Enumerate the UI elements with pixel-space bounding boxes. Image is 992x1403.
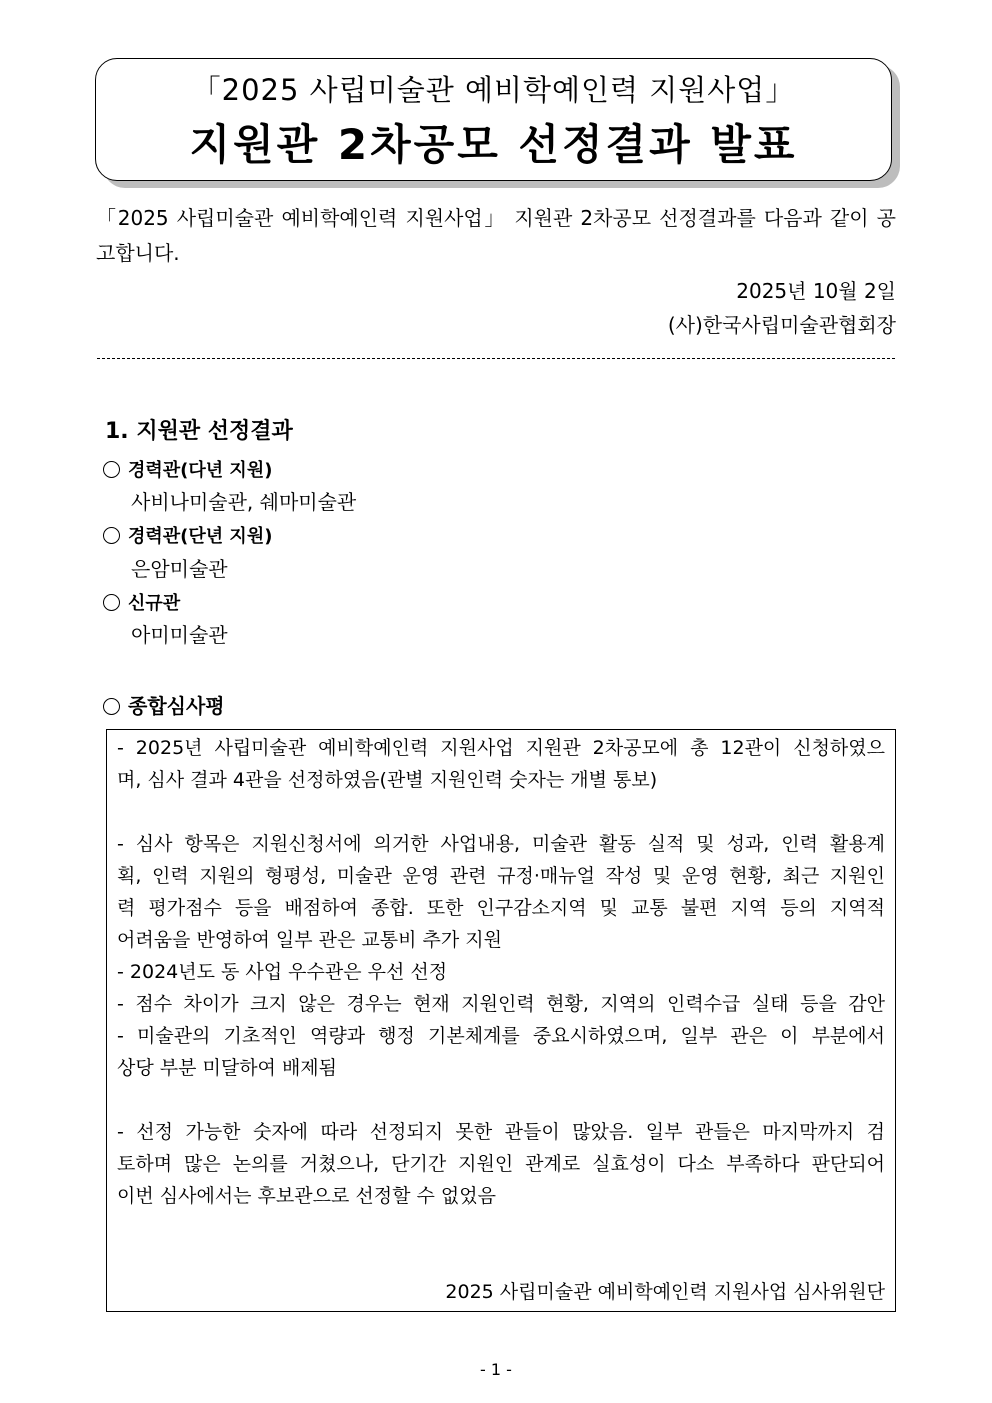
group-label [103, 589, 180, 615]
page-title: 지원관 2차공모 선정결과 발표 [189, 120, 798, 169]
divider [97, 358, 895, 359]
review-heading [103, 690, 225, 719]
section-heading: 1. 지원관 선정결과 [105, 419, 293, 444]
intro-line: 고합니다. [96, 241, 180, 265]
circle-bullet-icon [103, 461, 120, 478]
review-line: 며, 심사 결과 4관을 선정하였음(관별 지원인력 숫자는 개별 통보) [117, 769, 658, 791]
review-line: - 선정 가능한 숫자에 따라 선정되지 못한 관들이 많았음. 일부 관들은 마지막까지 검 [117, 1121, 885, 1143]
group-value: 사비나미술관, 쉐마미술관 [131, 490, 357, 514]
review-line: 획, 인력 지원의 형평성, 미술관 운영 관련 규정·매뉴얼 작성 및 운영 현황, 최근 지원인 [117, 865, 885, 887]
group-value: 아미미술관 [131, 623, 228, 647]
group-label [103, 456, 272, 482]
review-line: - 2024년도 동 사업 우수관은 우선 선정 [117, 961, 448, 983]
review-line: - 2025년 사립미술관 예비학예인력 지원사업 지원관 2차공모에 총 12관이 신청하였으 [117, 737, 885, 759]
review-line: 어려움을 반영하여 일부 관은 교통비 추가 지원 [117, 929, 502, 951]
intro-paragraph [96, 201, 896, 271]
review-line: 력 평가점수 등을 배점하여 종합. 또한 인구감소지역 및 교통 불편 지역 등의 지역적 [117, 897, 885, 919]
group-label-text: 신규관 [128, 593, 181, 614]
review-line: - 심사 항목은 지원신청서에 의거한 사업내용, 미술관 활동 실적 및 성과, 인력 활용계 [117, 833, 885, 855]
group-value: 은암미술관 [131, 557, 228, 581]
review-line: 토하며 많은 논의를 거쳤으나, 단기간 지원인 관계로 실효성이 다소 부족하다 판단되어 [117, 1153, 885, 1175]
review-heading-text: 종합심사평 [128, 694, 225, 718]
issuer: (사)한국사립미술관협회장 [667, 313, 896, 337]
review-line: - 미술관의 기초적인 역량과 행정 기본체계를 중요시하였으며, 일부 관은 이 부분에서 [117, 1025, 885, 1047]
page-number: - 1 - [480, 1360, 512, 1379]
group-label [103, 522, 272, 548]
group-label-text: 경력관(단년 지원) [128, 526, 273, 547]
circle-bullet-icon [103, 594, 120, 611]
review-signature: 2025 사립미술관 예비학예인력 지원사업 심사위원단 [445, 1281, 885, 1303]
announcement-date: 2025년 10월 2일 [736, 279, 896, 303]
title-subtitle: 「2025 사립미술관 예비학예인력 지원사업」 [191, 73, 796, 107]
group-label-text: 경력관(다년 지원) [128, 460, 273, 481]
intro-line: 「2025 사립미술관 예비학예인력 지원사업」 지원관 2차공모 선정결과를 다음과 같이 공 [96, 206, 896, 230]
circle-bullet-icon [103, 527, 120, 544]
review-line: - 점수 차이가 크지 않은 경우는 현재 지원인력 현황, 지역의 인력수급 실태 등을 감안 [117, 993, 885, 1015]
review-line: 상당 부분 미달하여 배제됨 [117, 1057, 338, 1079]
review-box [106, 729, 896, 1312]
review-line: 이번 심사에서는 후보관으로 선정할 수 없었음 [117, 1185, 496, 1207]
circle-bullet-icon [103, 698, 120, 715]
